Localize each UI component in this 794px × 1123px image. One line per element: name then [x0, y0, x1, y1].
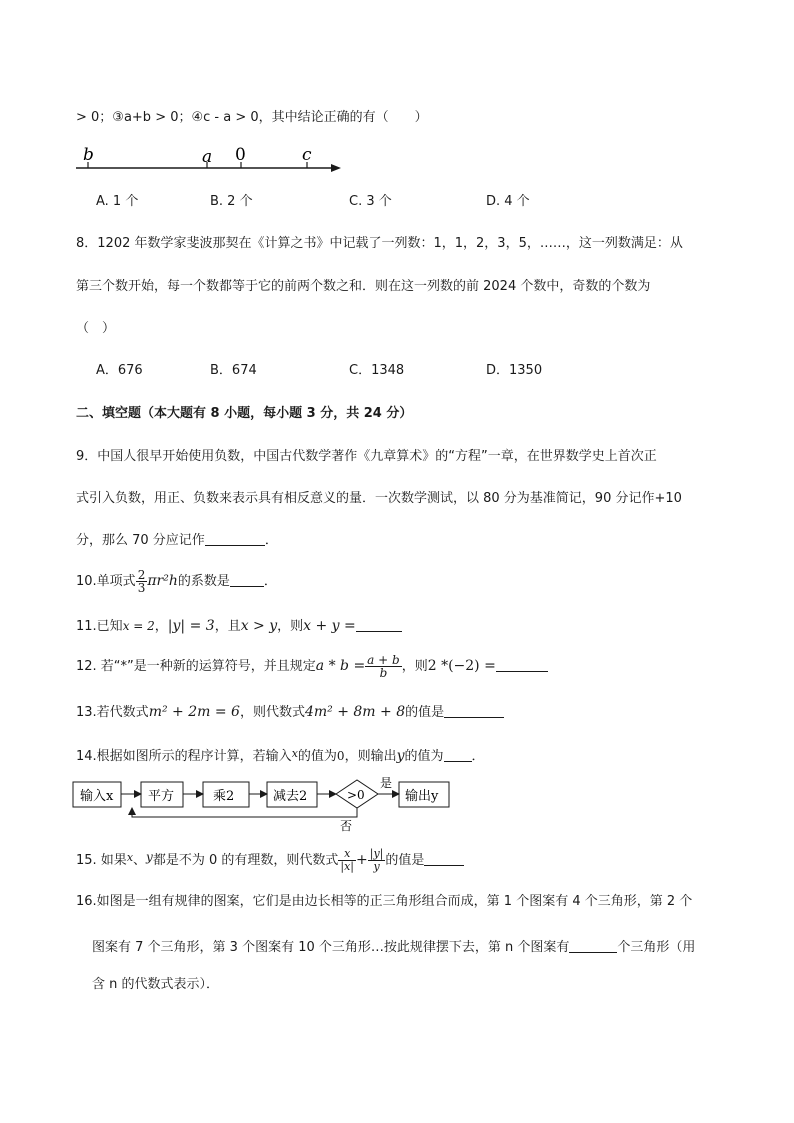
q14-line — [76, 746, 485, 765]
q10-line — [76, 566, 277, 597]
q8-line1: 8．1202 年数学家斐波那契在《计算之书》中记载了一列数：1，1，2，3，5，……，这一列数满足：从 — [76, 236, 683, 251]
section-title: 二、填空题（本大题有 8 小题，每小题 3 分，共 24 分） — [76, 406, 413, 421]
q13-expr1: m² + 2m = 6 — [148, 704, 240, 720]
q11-line — [76, 618, 402, 635]
q16-answer-blank[interactable] — [569, 940, 617, 953]
q14-answer-blank[interactable] — [444, 749, 472, 762]
q11-cond: x > y — [240, 618, 278, 634]
q11-sep3: ，则 — [277, 619, 304, 634]
q9-line2: 式引入负数，用正、负数来表示具有相反意义的量．一次数学测试，以 80 分为基准简记，90 分记作+10 — [76, 491, 682, 506]
q16-line1: 16.如图是一组有规律的图案，它们是由边长相等的正三角形组合而成，第 1 个图案有 4 个三角形，第 2 个 — [76, 894, 693, 909]
q8-option-d: D．1350 — [486, 363, 543, 378]
q12-answer-blank[interactable] — [496, 659, 548, 672]
q12-frac-den: b — [379, 666, 388, 680]
flow-square-label: 平方 — [148, 789, 175, 804]
q13-mid: ，则代数式 — [239, 705, 305, 720]
q12-lhs: a * b = — [315, 658, 366, 674]
flowchart — [0, 772, 794, 832]
q7-option-c: C. 3 个 — [349, 194, 392, 209]
q15-sep: 、 — [133, 853, 147, 868]
q7-line — [76, 110, 428, 126]
q11-abs: |y| = 3 — [167, 618, 215, 634]
q15-x: x — [126, 851, 134, 864]
q16-line2a: 图案有 7 个三角形，第 3 个图案有 10 个三角形…按此规律摆下去，第 n 个图案有 — [92, 940, 570, 955]
q11-sep2: ，且 — [214, 619, 241, 634]
q9-line1: 9．中国人很早开始使用负数，中国古代数学著作《九章算术》的“方程”一章，在世界数学史上首次正 — [76, 449, 657, 464]
q15-f2-den: y — [373, 860, 380, 873]
flow-no-label: 否 — [340, 819, 353, 832]
q12-prefix: 12. 若“*”是一种新的运算符号，并且规定 — [76, 659, 316, 674]
q11-sep1: ， — [154, 619, 168, 634]
q16-line2 — [92, 940, 695, 956]
q13-answer-blank[interactable] — [444, 705, 504, 718]
q16-line2b: 个三角形（用 — [617, 940, 696, 955]
q8-option-b: B．674 — [210, 363, 257, 378]
flow-output-label: 输出y — [405, 789, 439, 804]
flow-loop-back — [132, 808, 357, 817]
q12-fraction — [365, 654, 402, 679]
q10-frac-den: 3 — [137, 581, 146, 595]
q13-expr2: 4m² + 8m + 8 — [304, 704, 406, 720]
q15-prefix: 15. 如果 — [76, 853, 127, 868]
q8-option-c: C．1348 — [349, 363, 405, 378]
q13-line — [76, 704, 504, 721]
q9-line3-text: 分，那么 70 分应记作 — [76, 533, 205, 548]
q13-prefix: 13.若代数式 — [76, 705, 149, 720]
q7-text: > 0；③a+b > 0；④c - a > 0，其中结论正确的有（ ） — [76, 110, 428, 125]
q10-answer-blank[interactable] — [230, 574, 264, 587]
q7-option-b: B. 2 个 — [210, 194, 253, 209]
q9-answer-blank[interactable] — [205, 533, 265, 546]
q10-expr: πr²h — [147, 573, 178, 589]
q9-end: ． — [264, 533, 278, 548]
q11-expr: x + y = — [303, 618, 356, 634]
q10-fraction — [136, 569, 148, 594]
number-line — [0, 140, 794, 200]
flow-cond-label: >0 — [347, 788, 365, 802]
q7-option-a: A. 1 个 — [96, 194, 139, 209]
q12-mid: ，则 — [401, 659, 428, 674]
q10-frac-num: 2 — [137, 568, 146, 582]
q10-end: ． — [263, 574, 277, 589]
q10-suffix: 的系数是 — [177, 574, 230, 589]
q14-mid1: 的值为 — [297, 749, 337, 764]
q15-fraction-1 — [338, 848, 356, 873]
q10-prefix: 10.单项式 — [76, 574, 136, 589]
q14-end: ． — [471, 749, 485, 764]
q15-suffix: 的值是 — [385, 853, 425, 868]
label-b: b — [83, 145, 94, 165]
flow-input-label: 输入x — [80, 789, 114, 804]
label-c: c — [302, 145, 312, 165]
q14-mid2: ，则输出 — [344, 749, 397, 764]
q14-x: x — [291, 747, 298, 760]
q14-mid3: 的值为 — [404, 749, 444, 764]
q16-line3: 含 n 的代数式表示）． — [92, 977, 220, 992]
q15-answer-blank[interactable] — [424, 853, 464, 866]
q12-line — [76, 650, 548, 683]
flow-times-label: 乘2 — [213, 789, 235, 804]
q8-line3: （ ） — [76, 321, 116, 336]
q11-x: x = 2 — [122, 619, 155, 633]
q14-prefix: 14.根据如图所示的程序计算，若输入 — [76, 749, 292, 764]
q15-plus: + — [356, 852, 368, 868]
q14-y: y — [396, 748, 405, 764]
q15-fraction-2 — [368, 848, 386, 873]
q8-option-a: A．676 — [96, 363, 143, 378]
q12-frac-num: a + b — [367, 653, 400, 667]
q15-f2-num: |y| — [369, 847, 384, 860]
q15-mid: 都是不为 0 的有理数，则代数式 — [152, 853, 339, 868]
q11-prefix: 11.已知 — [76, 619, 123, 634]
label-zero: 0 — [235, 145, 246, 165]
q15-f1-num: x — [338, 848, 356, 861]
q14-zero: 0 — [336, 749, 345, 763]
q15-f1-den: |x| — [340, 860, 354, 873]
q9-line3 — [76, 533, 278, 549]
q13-suffix: 的值是 — [405, 705, 445, 720]
q11-answer-blank[interactable] — [356, 619, 402, 632]
q7-option-d: D. 4 个 — [486, 194, 530, 209]
flow-yes-label: 是 — [380, 776, 393, 790]
q15-line — [76, 840, 464, 878]
number-line-arrow — [331, 164, 341, 172]
q12-expr: 2 *(−2) = — [427, 658, 496, 674]
q15-y: y — [146, 850, 153, 864]
flow-minus-label: 减去2 — [273, 789, 308, 804]
q8-line2: 第三个数开始，每一个数都等于它的前两个数之和．则在这一列数的前 2024 个数中，奇数的个数为 — [76, 279, 651, 294]
label-a: a — [202, 147, 213, 167]
